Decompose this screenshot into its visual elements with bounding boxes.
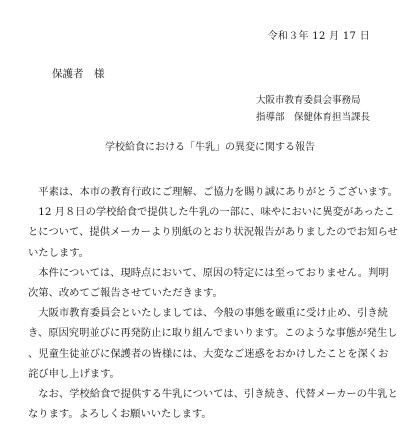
body-paragraph: 12 月８日の学校給食で提供した牛乳の一部に、味やにおいに異変があったことについて、提供メーカーより別紙のとおり状況報告がありましたのでお知らせいたします。 <box>28 206 398 259</box>
document-body <box>28 182 398 424</box>
recipient: 保護者 様 <box>52 68 105 80</box>
body-paragraph: なお、学校給食で提供する牛乳については、引き続き、代替メーカーの牛乳となります。よろしくお願いいたします。 <box>28 388 398 421</box>
body-paragraph: 本件については、現時点において、原因の特定には至っておりません。判明次第、改めてご報告させていただきます。 <box>28 266 389 300</box>
sender-block <box>256 92 370 126</box>
body-paragraph: 大阪市教育委員会といたしましては、今般の事態を厳重に受け止め、引き続き、原因究明並びに再発防止に取り組んでまいります。このような事態が発生し、児童生徒並びに保護者の皆様には、大変なご迷惑をおかけしたことを深くお詫び申し上げます。 <box>28 307 398 380</box>
sender-organization: 大阪市教育委員会事務局 <box>256 95 361 106</box>
sender-department: 指導部 保健体育担当課長 <box>256 112 371 123</box>
document-subject: 学校給食における「牛乳」の異変に関する報告 <box>105 142 315 153</box>
document-date: 令和３年 12 月 17 日 <box>267 31 370 42</box>
body-paragraph: 平素は、本市の教育行政にご理解、ご協力を賜り誠にありがとうございます。 <box>38 186 398 198</box>
